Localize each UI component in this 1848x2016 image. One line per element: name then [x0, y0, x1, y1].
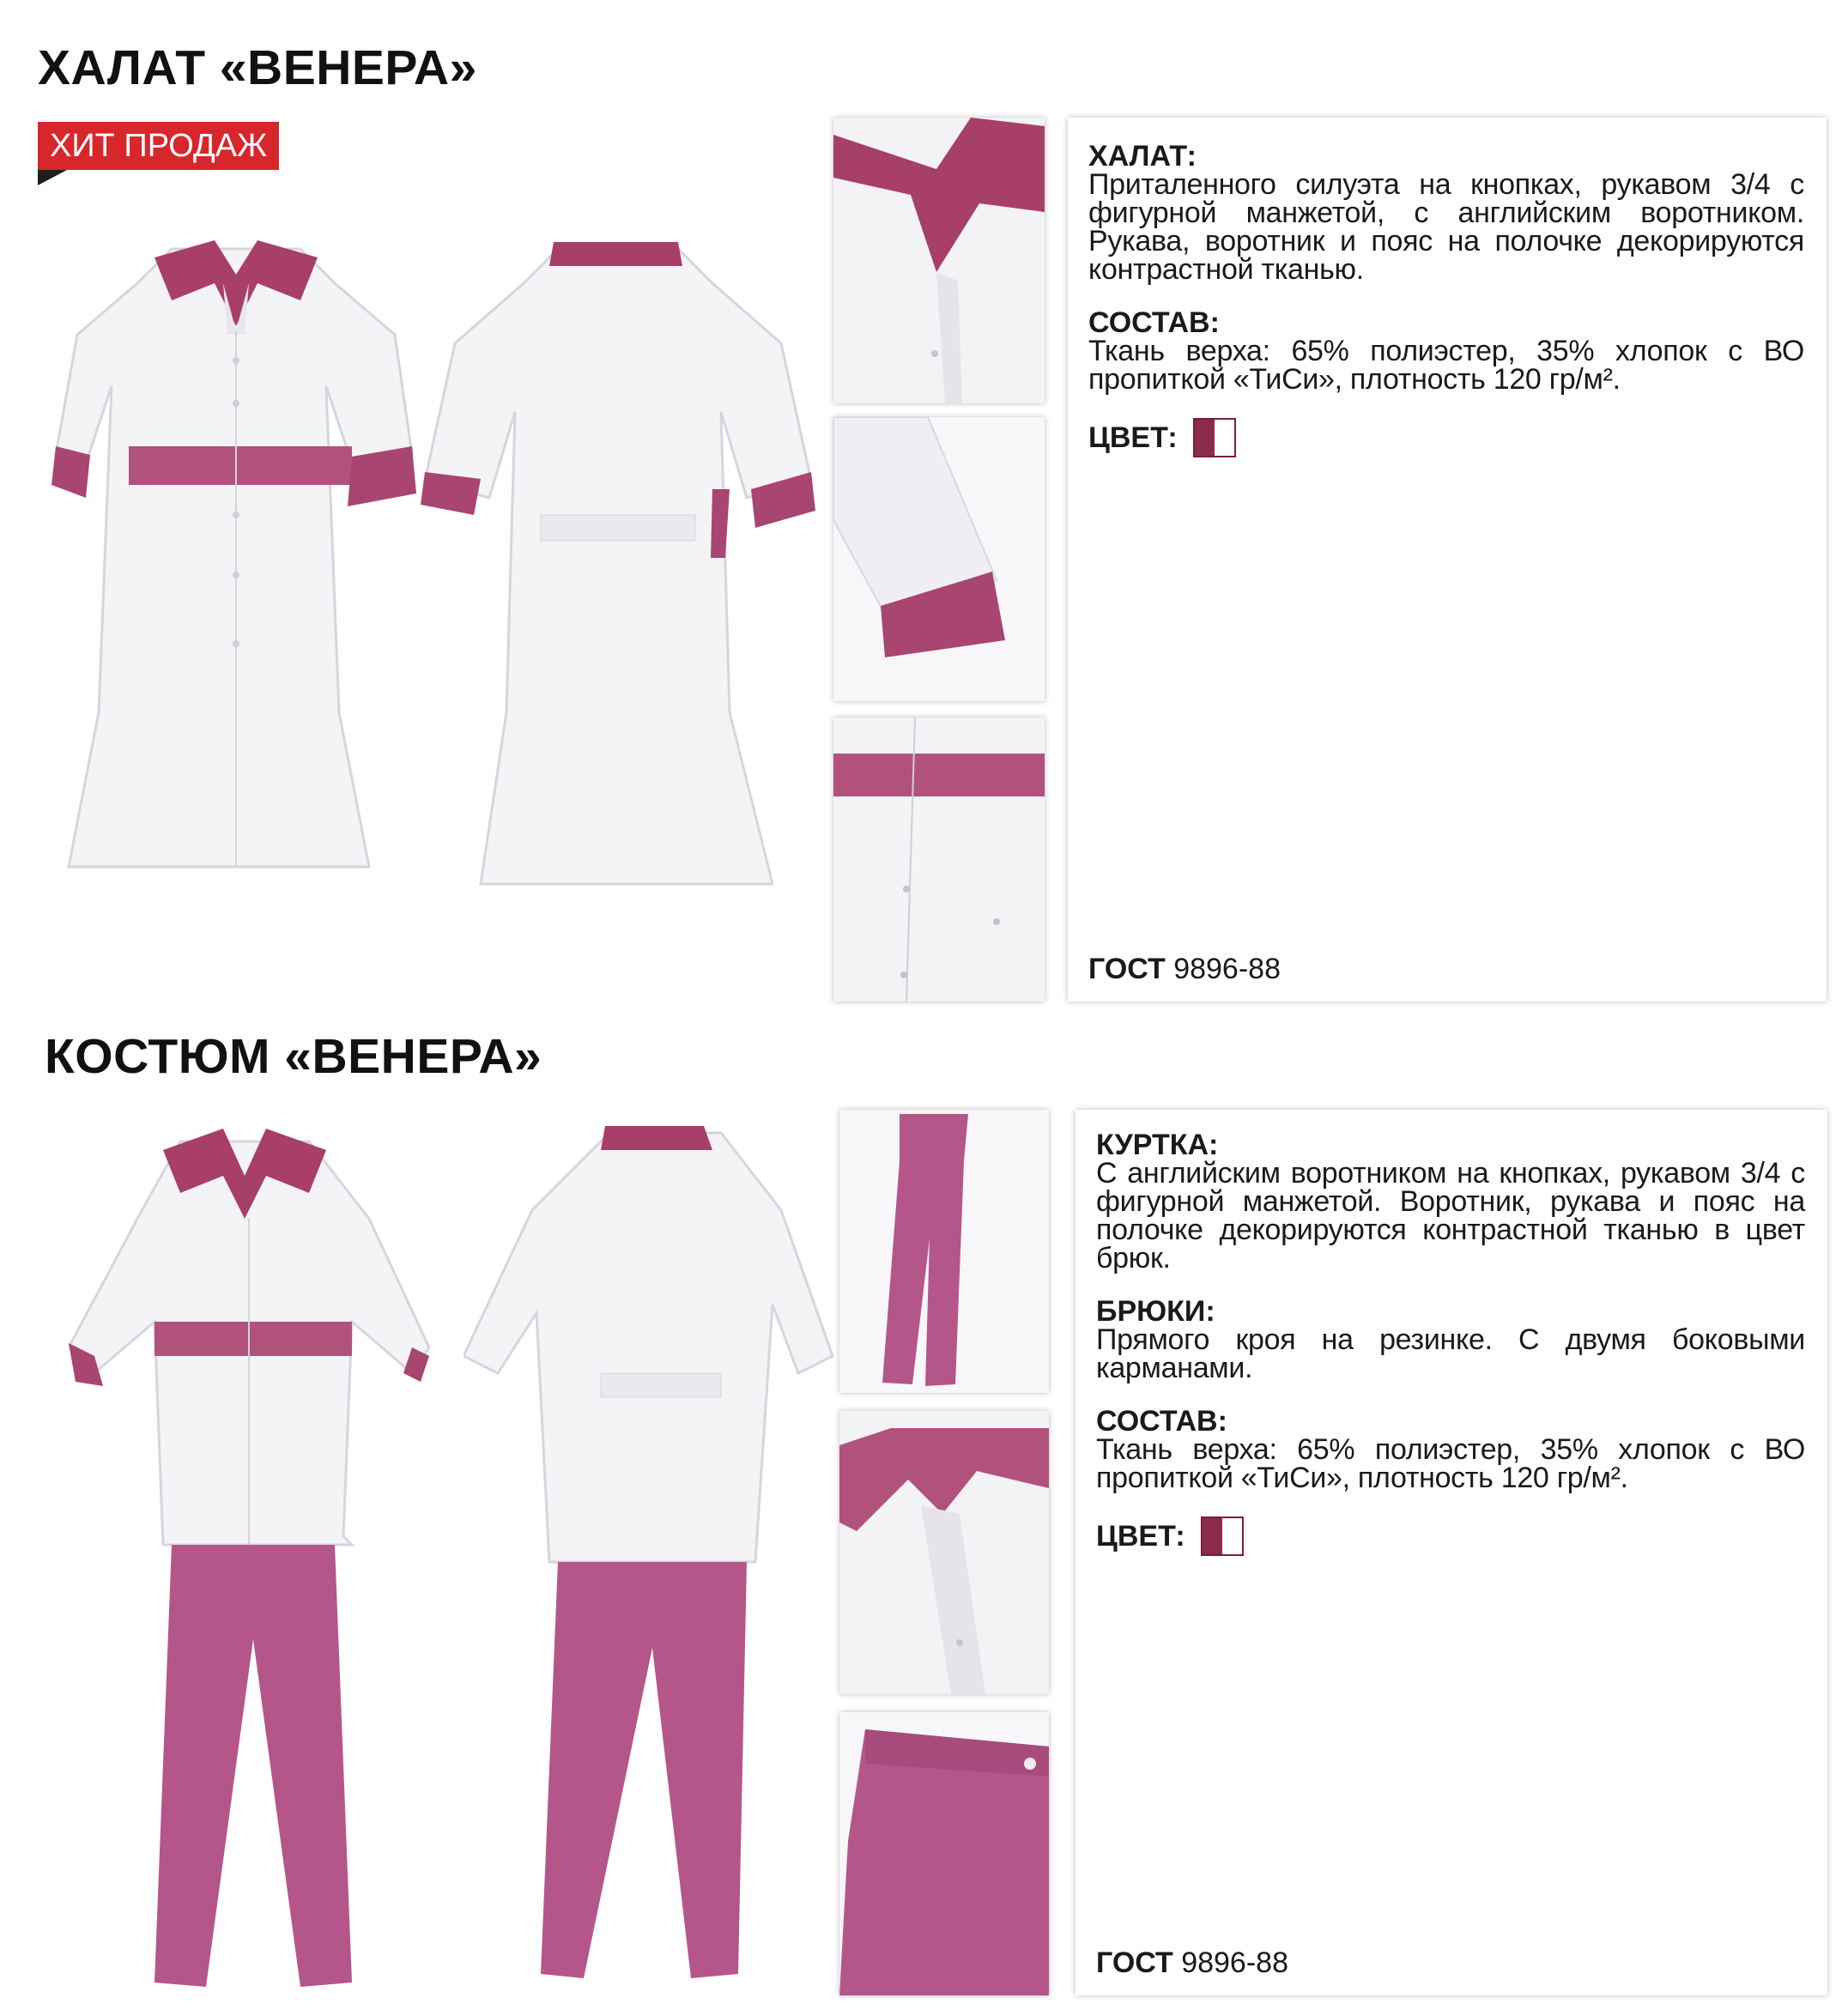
suit-composition-heading: СОСТАВ:: [1096, 1405, 1227, 1438]
thumb-waist: [833, 717, 1045, 1002]
robe-color-label: ЦВЕТ:: [1088, 421, 1178, 454]
swatch-white: [1215, 420, 1234, 456]
robe-description-panel: [1068, 118, 1827, 1002]
swatch-wine: [1195, 420, 1215, 456]
suit-back-image: [464, 1116, 841, 1991]
thumb-sleeve: [833, 417, 1045, 701]
section1-title: ХАЛАТ «ВЕНЕРА»: [38, 40, 477, 95]
robe-gost-label: ГОСТ: [1088, 953, 1166, 985]
robe-gost-number: 9896-88: [1173, 953, 1281, 985]
pants-heading: БРЮКИ:: [1096, 1295, 1215, 1328]
suit-description-panel: [1075, 1110, 1827, 1995]
suit-front-image: [69, 1124, 438, 2000]
robe-heading: ХАЛАТ:: [1088, 140, 1197, 173]
thumb-suit-collar: [839, 1411, 1049, 1694]
hit-badge: [38, 122, 279, 185]
suit-color-row: [1096, 1517, 1805, 1556]
robe-text: Приталенного силуэта на кнопках, рукавом 3/4 с фигурной манжетой, с английским воротником. Рукава, воротник и пояс на полочке декорируются контрастной тканью.: [1088, 168, 1804, 286]
swatch-wine: [1203, 1518, 1222, 1554]
suit-color-label: ЦВЕТ:: [1096, 1520, 1185, 1553]
suit-color-swatch: [1201, 1517, 1244, 1556]
hit-badge-tail: [38, 170, 67, 185]
hit-badge-label: ХИТ ПРОДАЖ: [38, 122, 279, 170]
robe-front-image: [52, 232, 421, 884]
robe-gost: [1088, 953, 1281, 986]
robe-composition-text: Ткань верха: 65% полиэстер, 35% хлопок с ВО пропиткой «ТиСи», плотность 120 гр/м².: [1088, 335, 1804, 396]
suit-gost: [1096, 1946, 1288, 1980]
thumb-pants-waist: [839, 1712, 1049, 1995]
suit-composition-text: Ткань верха: 65% полиэстер, 35% хлопок с ВО пропиткой «ТиСи», плотность 120 гр/м².: [1096, 1433, 1805, 1494]
swatch-white: [1222, 1518, 1242, 1554]
jacket-heading: КУРТКА:: [1096, 1129, 1219, 1161]
thumb-collar: [833, 118, 1045, 403]
thumb-pants: [839, 1110, 1049, 1393]
jacket-text: С английским воротником на кнопках, рукавом 3/4 с фигурной манжетой. Воротник, рукава и пояс на полочке декорируются контрастной тканью в цвет брюк.: [1096, 1157, 1805, 1274]
robe-composition-heading: СОСТАВ:: [1088, 306, 1220, 339]
robe-back-image: [421, 232, 815, 901]
pants-text: Прямого кроя на резинке. С двумя боковыми карманами.: [1096, 1323, 1805, 1384]
robe-color-row: [1088, 418, 1804, 457]
robe-color-swatch: [1193, 418, 1236, 457]
suit-gost-label: ГОСТ: [1096, 1946, 1173, 1979]
suit-gost-number: 9896-88: [1181, 1946, 1288, 1979]
section2-title: КОСТЮМ «ВЕНЕРА»: [45, 1029, 542, 1084]
